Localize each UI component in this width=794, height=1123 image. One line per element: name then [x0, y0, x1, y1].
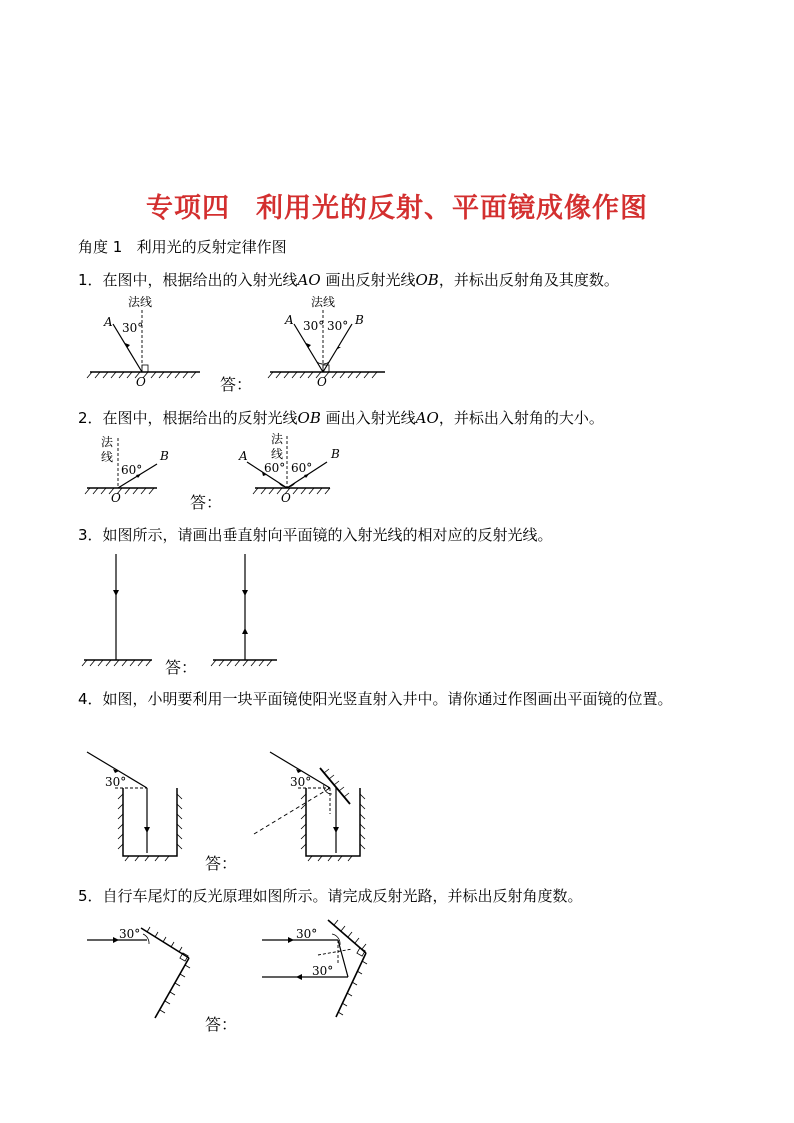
section-text: 利用光的反射定律作图 [136, 238, 287, 256]
q4-answer-label: 答： [205, 854, 238, 873]
q5-figure-answer [258, 915, 378, 1025]
question-5: 5．自行车尾灯的反光原理如图所示。请完成反射光路，并标出反射角度数。 [78, 887, 583, 905]
q2a-normal-v1: 法 [271, 432, 284, 446]
q1a-label-o: O [317, 375, 327, 389]
page-title [0, 186, 794, 225]
q2-mid: 画出入射光线 [325, 409, 416, 427]
q4-angle-30: 30° [105, 775, 127, 789]
q2a-label-o: O [281, 491, 291, 505]
q1-answer-label: 答： [220, 375, 253, 394]
q1-label-a: A [104, 315, 113, 329]
q2a-angle-60-left: 60° [264, 461, 286, 475]
title-part1: 专项四 [146, 193, 230, 224]
q1-ray2: OB [415, 271, 439, 289]
q2-figure-question [85, 430, 175, 510]
q1a-normal-label: 法线 [311, 295, 336, 309]
q2a-normal-v2: 线 [271, 447, 284, 461]
q2-pre: 2．在图中，根据给出的反射光线 [78, 409, 298, 427]
title-part2: 利用光的反射、平面镜成像作图 [256, 193, 648, 224]
q2-label-b: B [160, 449, 169, 463]
q5a-angle-30-top: 30° [296, 927, 318, 941]
q1a-label-b: B [355, 313, 364, 327]
q2-normal-v1: 法 [101, 435, 114, 449]
q4-figure-answer [250, 748, 380, 863]
q4-figure-question [85, 748, 195, 863]
section-heading [78, 236, 287, 257]
q5-figure-question [85, 920, 205, 1025]
question-3: 3．如图所示，请画出垂直射向平面镜的入射光线的相对应的反射光线。 [78, 526, 553, 544]
q1-label-o: O [136, 375, 146, 389]
q1-post: ，并标出反射角及其度数。 [438, 271, 619, 289]
q2-ray2: AO [415, 409, 439, 427]
section-label: 角度 1 [78, 238, 123, 256]
q1a-angle-30-left: 30° [303, 319, 325, 333]
q1-mid: 画出反射光线 [325, 271, 416, 289]
q2-ray1: OB [297, 409, 321, 427]
q1a-label-a: A [285, 313, 294, 327]
q5-angle-30: 30° [119, 927, 141, 941]
q2-label-o: O [111, 491, 121, 505]
q2-angle-60: 60° [121, 463, 143, 477]
q3-figure-answer [205, 552, 285, 672]
q2-figure-answer [235, 430, 355, 510]
q1-ray1: AO [297, 271, 321, 289]
q1-pre: 1．在图中，根据给出的入射光线 [78, 271, 298, 289]
q2-post: ，并标出入射角的大小。 [438, 409, 604, 427]
q1-figure-question [80, 292, 210, 392]
q1-normal-label: 法线 [128, 295, 153, 309]
q2a-label-a: A [239, 449, 248, 463]
q2-normal-v2: 线 [101, 450, 114, 464]
q4a-angle-30: 30° [290, 775, 312, 789]
question-2 [78, 404, 604, 432]
q2-answer-label: 答： [190, 493, 223, 512]
q2a-angle-60-right: 60° [291, 461, 313, 475]
q1a-angle-30-right: 30° [327, 319, 349, 333]
q1-figure-answer [265, 292, 395, 392]
q5a-angle-30-bottom: 30° [312, 964, 334, 978]
q2a-label-b: B [331, 447, 340, 461]
question-1 [78, 266, 619, 294]
q1-angle-30: 30° [122, 321, 144, 335]
question-4: 4．如图，小明要利用一块平面镜使阳光竖直射入井中。请你通过作图画出平面镜的位置。 [78, 690, 673, 708]
q3-figure-question [80, 552, 160, 672]
q5-answer-label: 答： [205, 1015, 238, 1034]
q3-answer-label: 答： [165, 658, 198, 677]
